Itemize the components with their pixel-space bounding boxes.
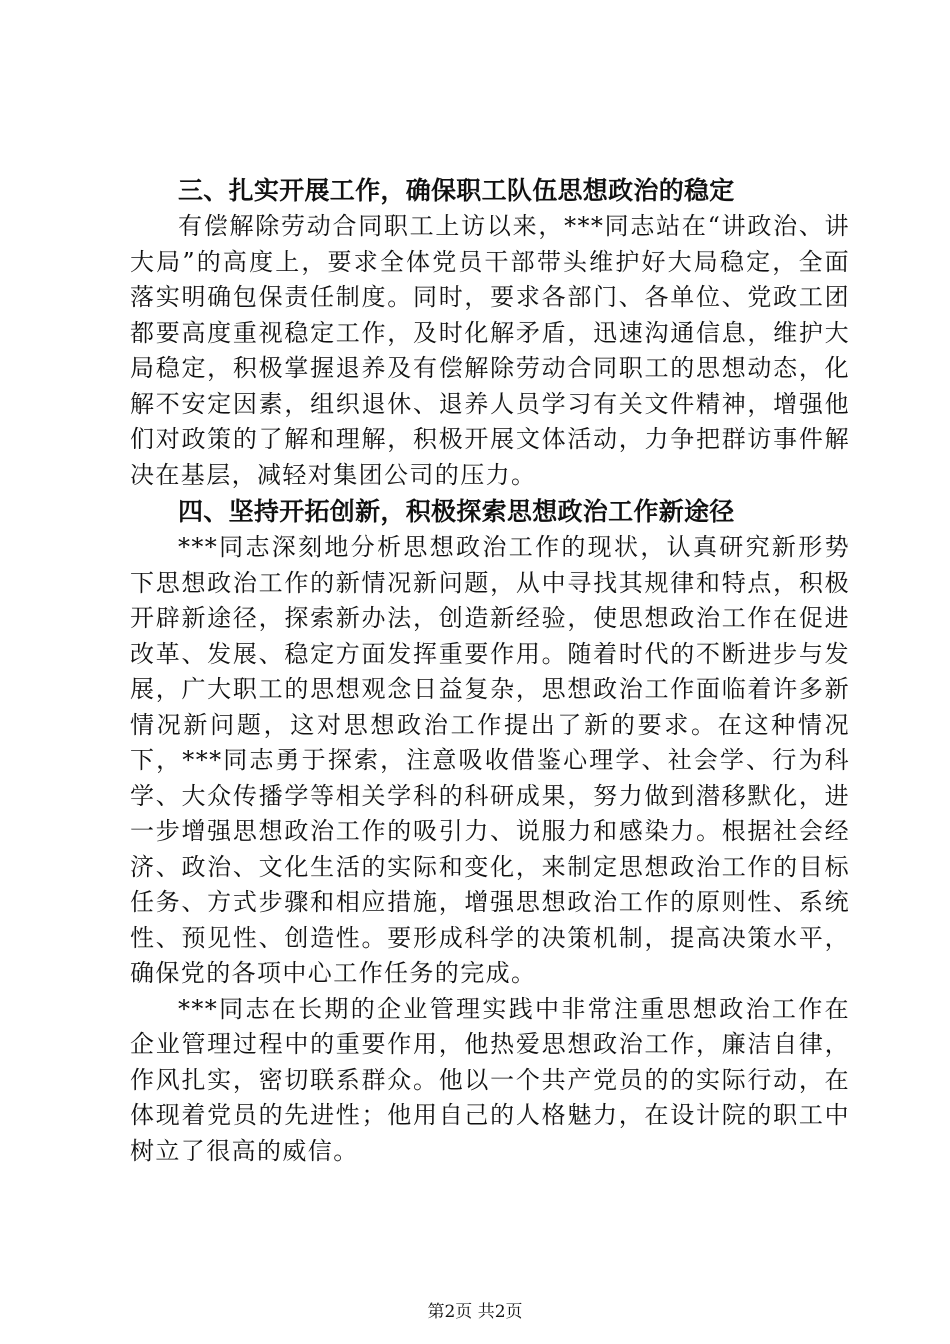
section-4-heading: 四、坚持开拓创新，积极探索思想政治工作新途径 (178, 497, 735, 526)
page-number-footer: 第2页 共2页 (427, 1302, 523, 1322)
section-4-paragraph-2: ***同志在长期的企业管理实践中非常注重思想政治工作在企业管理过程中的重要作用，他热爱思想政治工作，廉洁自律，作风扎实，密切联系群众。他以一个共产党员的的实际行动，在体现着党员的先进性；他用自己的人格魅力，在设计院的职工中树立了很高的威信。 (130, 994, 850, 1165)
document-body (130, 172, 850, 1169)
section-3-paragraph: 有偿解除劳动合同职工上访以来，***同志站在“讲政治、讲大局”的高度上，要求全体党员干部带头维护好大局稳定，全面落实明确包保责任制度。同时，要求各部门、各单位、党政工团都要高度重视稳定工作，及时化解矛盾，迅速沟通信息，维护大局稳定，积极掌握退养及有偿解除劳动合同职工的思想动态，化解不安定因素，组织退休、退养人员学习有关文件精神，增强他们对政策的了解和理解，积极开展文体活动，力争把群访事件解决在基层，减轻对集团公司的压力。 (130, 212, 850, 489)
section-4-paragraph-1: ***同志深刻地分析思想政治工作的现状，认真研究新形势下思想政治工作的新情况新问题，从中寻找其规律和特点，积极开辟新途径，探索新办法，创造新经验，使思想政治工作在促进改革、发展、稳定方面发挥重要作用。随着时代的不断进步与发展，广大职工的思想观念日益复杂，思想政治工作面临着许多新情况新问题，这对思想政治工作提出了新的要求。在这种情况下，***同志勇于探索，注意吸收借鉴心理学、社会学、行为科学、大众传播学等相关学科的科研成果，努力做到潜移默化，进一步增强思想政治工作的吸引力、说服力和感染力。根据社会经济、政治、文化生活的实际和变化，来制定思想政治工作的目标任务、方式步骤和相应措施，增强思想政治工作的原则性、系统性、预见性、创造性。要形成科学的决策机制，提高决策水平，确保党的各项中心工作任务的完成。 (130, 533, 850, 987)
section-3-heading: 三、扎实开展工作，确保职工队伍思想政治的稳定 (178, 176, 735, 205)
